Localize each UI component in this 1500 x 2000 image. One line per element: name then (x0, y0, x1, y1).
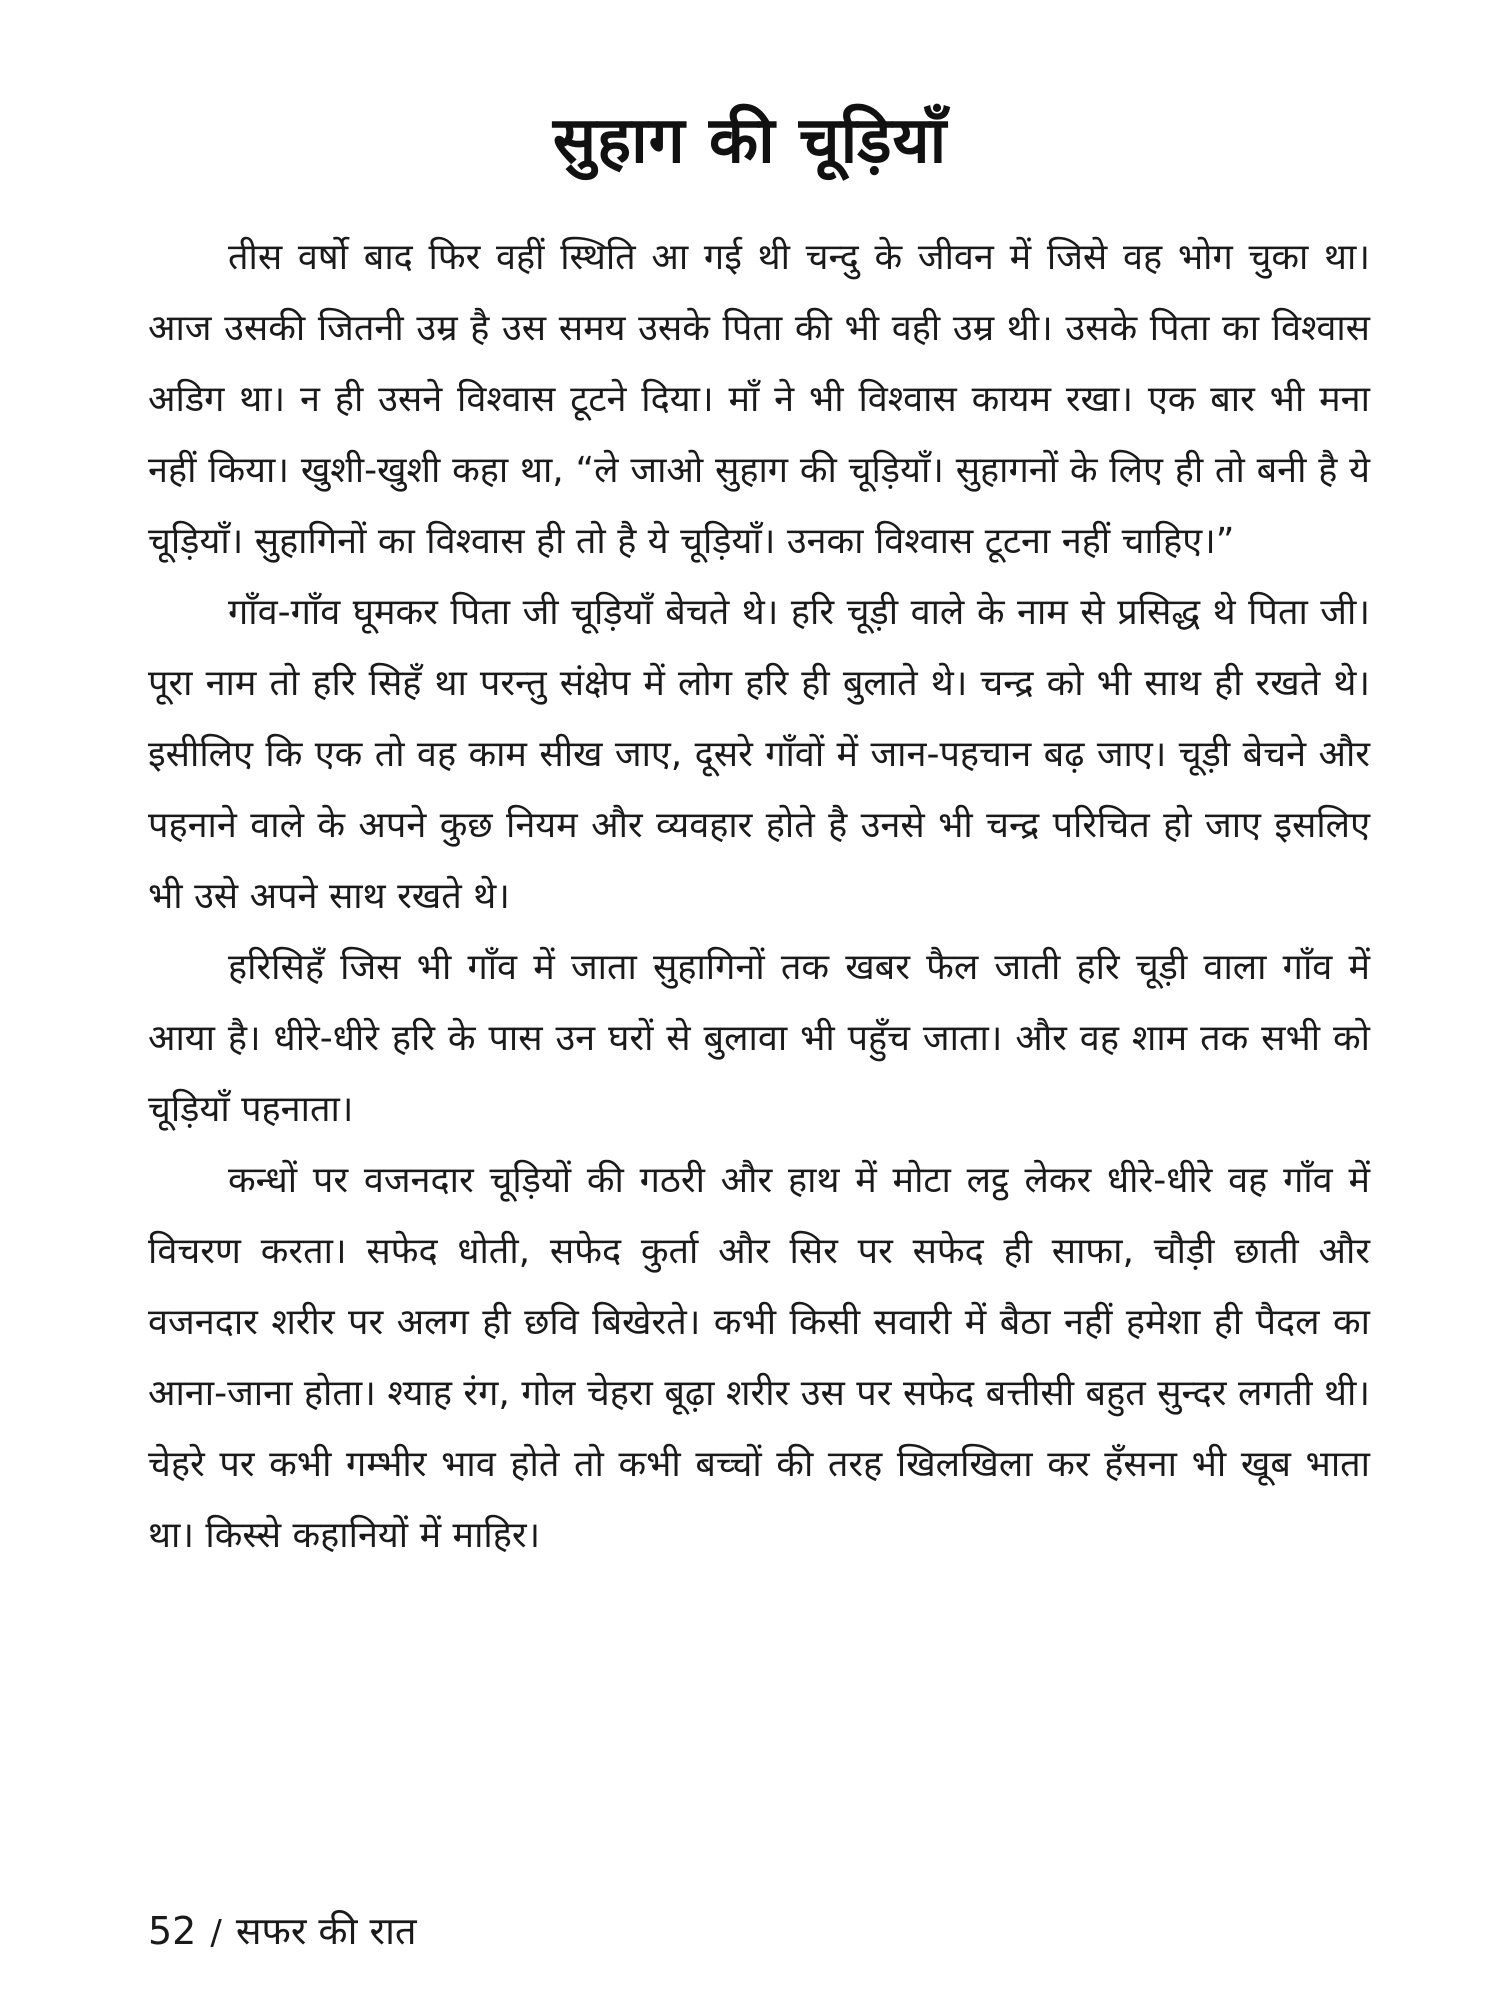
paragraph: तीस वर्षो बाद फिर वहीं स्थिति आ गई थी चन्दु के जीवन में जिसे वह भोग चुका था। आज उसकी जितनी उम्र है उस समय उसके पिता की भी वही उम्र थी। उसके पिता का विश्वास अडिग था। न ही उसने विश्वास टूटने दिया। माँ ने भी विश्वास कायम रखा। एक बार भी मना नहीं किया। खुशी-खुशी कहा था, “ले जाओ सुहाग की चूड़ियाँ। सुहागनों के लिए ही तो बनी है ये चूड़ियाँ। सुहागिनों का विश्वास ही तो है ये चूड़ियाँ। उनका विश्वास टूटना नहीं चाहिए।” (148, 237, 1370, 562)
paragraph: हरिसिहँ जिस भी गाँव में जाता सुहागिनों तक खबर फैल जाती हरि चूड़ी वाला गाँव में आया है। धीरे-धीरे हरि के पास उन घरों से बुलावा भी पहुँच जाता। और वह शाम तक सभी को चूड़ियाँ पहनाता। (148, 947, 1370, 1130)
paragraph: कन्धों पर वजनदार चूड़ियों की गठरी और हाथ में मोटा लट्ठ लेकर धीरे-धीरे वह गाँव में विचरण करता। सफेद धोती, सफेद कुर्ता और सिर पर सफेद ही साफा, चौड़ी छाती और वजनदार शरीर पर अलग ही छवि बिखेरते। कभी किसी सवारी में बैठा नहीं हमेशा ही पैदल का आना-जाना होता। श्याह रंग, गोल चेहरा बूढ़ा शरीर उस पर सफेद बत्तीसी बहुत सुन्दर लगती थी। चेहरे पर कभी गम्भीर भाव होते तो कभी बच्चों की तरह खिलखिला कर हँसना भी खूब भाता था। किस्से कहानियों में माहिर। (148, 1160, 1370, 1556)
chapter-title: सुहाग की चूड़ियाँ (552, 103, 948, 178)
book-title: सफर की रात (235, 1909, 417, 1953)
page-footer (148, 1906, 417, 1958)
chapter-body (148, 222, 1370, 1571)
paragraph: गाँव-गाँव घूमकर पिता जी चूड़ियाँ बेचते थे। हरि चूड़ी वाले के नाम से प्रसिद्ध थे पिता जी। पूरा नाम तो हरि सिहँ था परन्तु संक्षेप में लोग हरि ही बुलाते थे। चन्द्र को भी साथ ही रखते थे। इसीलिए कि एक तो वह काम सीख जाए, दूसरे गाँवों में जान-पहचान बढ़ जाए। चूड़ी बेचने और पहनाने वाले के अपने कुछ नियम और व्यवहार होते है उनसे भी चन्द्र परिचित हो जाए इसलिए भी उसे अपने साथ रखते थे। (148, 592, 1370, 917)
page-number: 52 (148, 1909, 197, 1953)
footer-separator: / (210, 1913, 222, 1953)
